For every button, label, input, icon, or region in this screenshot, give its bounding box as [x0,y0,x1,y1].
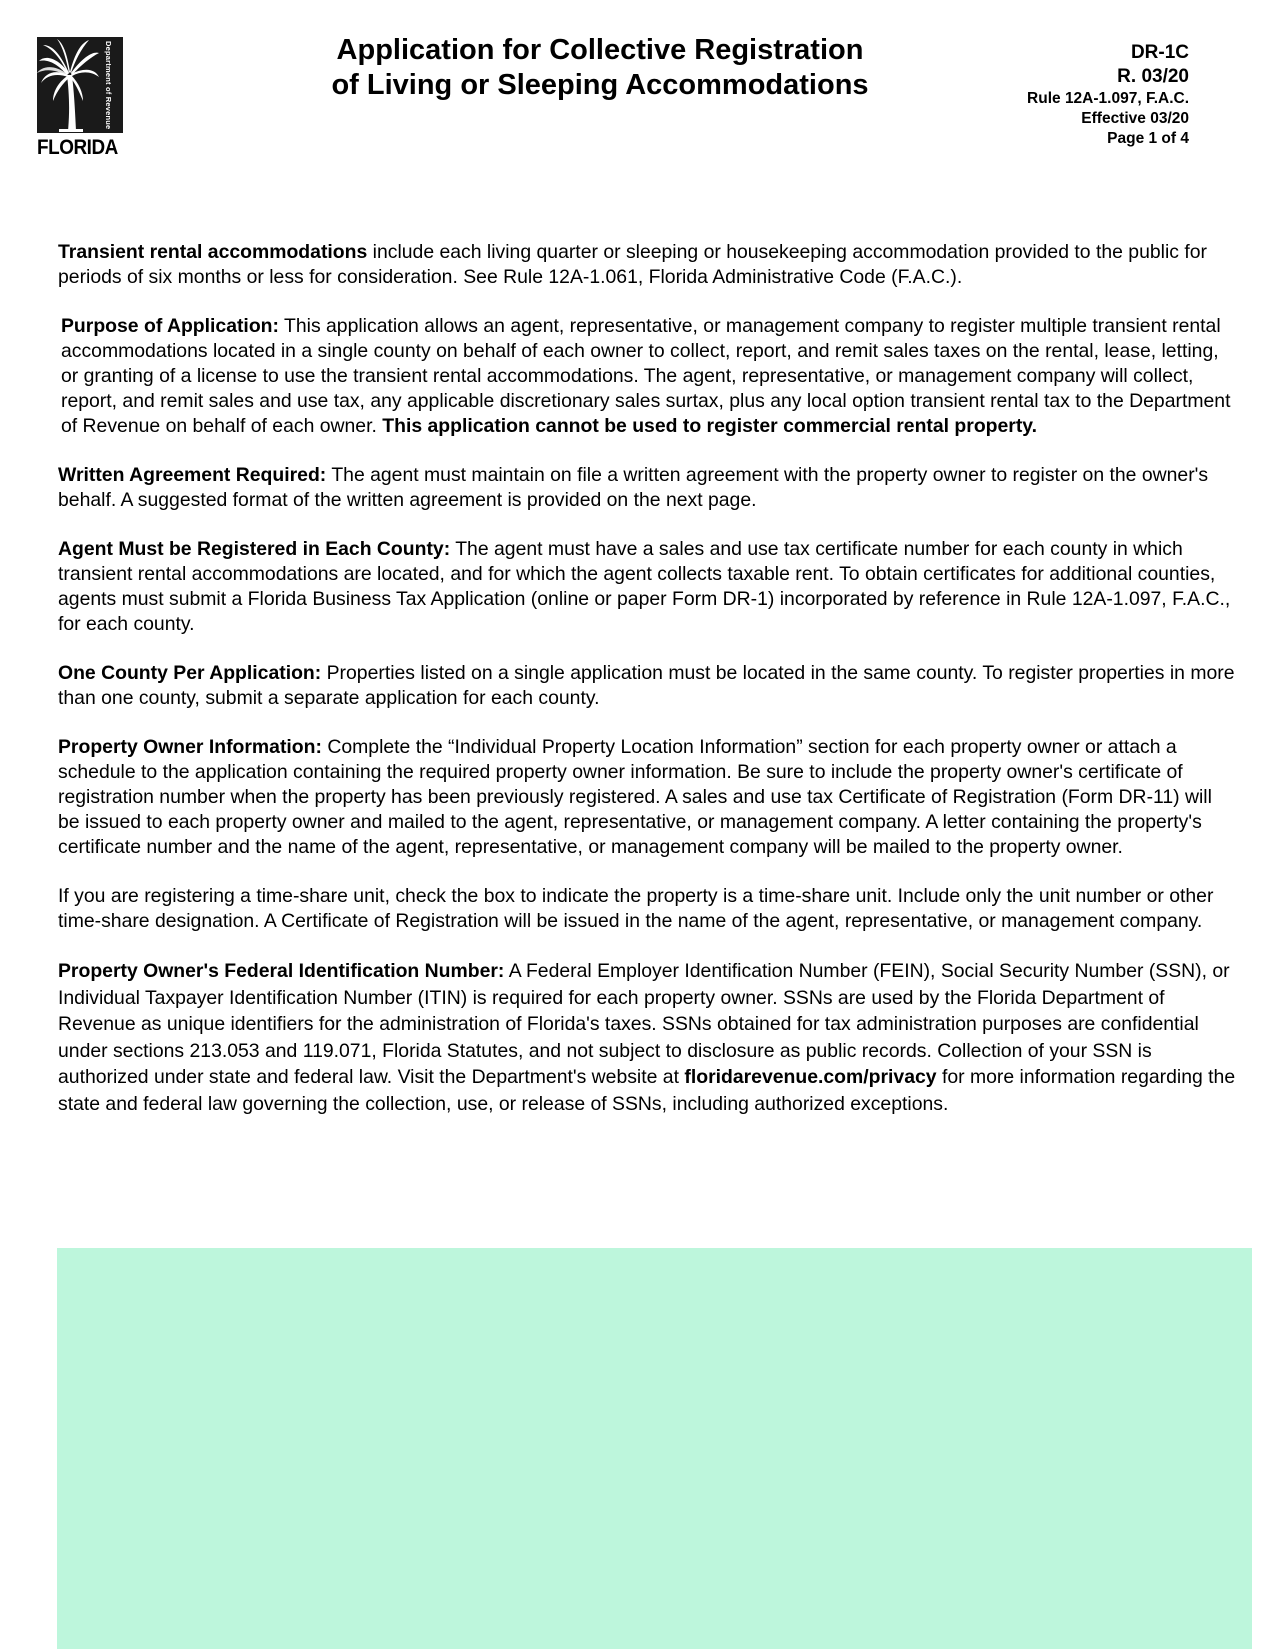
page-title [300,33,900,103]
form-meta [1027,41,1189,149]
logo-department-label: Department of Revenue [104,41,113,130]
form-revision: R. 03/20 [1117,66,1189,87]
paragraph-agent-registered [58,537,1238,637]
paragraph-one-county [58,661,1238,711]
logo-mark [37,37,123,133]
paragraph-timeshare [58,884,1238,934]
paragraph-text: The agent must maintain on file a written agreement with the property owner to register on the owner's behalf. A suggested format of the written agreement is provided on the next page. [58,464,1209,511]
instructions [58,240,1238,1141]
paragraph-text: include each living quarter or sleeping or housekeeping accommodation provided to the public for periods of six months or less for consideration. See Rule 12A-1.061, Florida Administrative Code (F.A.C.). [58,241,1207,288]
title-line-1: Application for Collective Registration [336,34,864,66]
paragraph-lead: Purpose of Application: [61,315,279,337]
form-number: DR-1C [1130,42,1189,63]
paragraph-transient [58,240,1238,290]
paragraph-lead: Transient rental accommodations [58,241,368,263]
paragraph-text: Complete the “Individual Property Location Information” section for each property owner or attach a schedule to the application containing the required property owner information. Be sure to include the property owner's certificate of registration number when the property has been previously registered. A sales and use tax Certificate of Registration (Form DR-11) will be issued to each property owner and mailed to the agent, representative, or management company. A letter containing the property's certificate number and the name of the agent, representative, or management company will be mailed to the property owner. [58,736,1212,858]
paragraph-lead: One County Per Application: [58,662,322,684]
florida-dor-logo [37,37,123,159]
paragraph-text: Properties listed on a single application must be located in the same county. To register properties in more than one county, submit a separate application for each county. [58,662,1235,709]
paragraph-lead: Written Agreement Required: [58,464,327,486]
form-rule: Rule 12A-1.097, F.A.C. [1027,90,1189,107]
paragraph-text: This application allows an agent, representative, or management company to register multiple transient rental accommodations located in a single county on behalf of each owner to collect, report, and remit sales taxes on the rental, lease, letting, or granting of a license to use the transient rental accommodations. The agent, representative, or management company will collect, report, and remit sales and use tax, any applicable discretionary sales surtax, plus any local option transient rental tax to the Department of Revenue on behalf of each owner. [61,315,1231,437]
privacy-link[interactable]: floridarevenue.com/privacy [684,1066,937,1088]
paragraph-purpose [61,314,1238,439]
paragraph-emphasis: This application cannot be used to register commercial rental property. [382,415,1038,437]
paragraph-owner-info [58,735,1238,860]
paragraph-lead: Property Owner's Federal Identification Number: [58,960,505,982]
paragraph-text: The agent must have a sales and use tax certificate number for each county in which transient rental accommodations are located, and for which the agent collects taxable rent. To obtain certificates for additional counties, agents must submit a Florida Business Tax Application (online or paper Form DR-1) incorporated by reference in Rule 12A-1.097, F.A.C., for each county. [58,538,1231,635]
title-line-2: of Living or Sleeping Accommodations [331,69,869,101]
paragraph-written-agreement [58,463,1238,513]
paragraph-tail: for more information regarding the state and federal law governing the collection, use, or release of SSNs, including authorized exceptions. [58,1066,1236,1115]
form-effective: Effective 03/20 [1081,110,1189,127]
paragraph-text: If you are registering a time-share unit, check the box to indicate the property is a time-share unit. Include only the unit number or other time-share designation. A Certificate of Registration will be issued in the name of the agent, representative, or management company. [58,885,1214,932]
page-number: Page 1 of 4 [1107,130,1189,147]
form-fields-panel [57,1248,1252,1649]
paragraph-text: A Federal Employer Identification Number (FEIN), Social Security Number (SSN), or Individual Taxpayer Identification Number (ITIN) is required for each property owner. SSNs are used by the Florida Department of Revenue as unique identifiers for the administration of Florida's taxes. SSNs obtained for tax administration purposes are confidential under sections 213.053 and 119.071, Florida Statutes, and not subject to disclosure as public records. Collection of your SSN is authorized under state and federal law. Visit the Department's website at [58,960,1230,1088]
paragraph-lead: Property Owner Information: [58,736,322,758]
paragraph-lead: Agent Must be Registered in Each County: [58,538,451,560]
logo-wordmark: FLORIDA [37,136,118,159]
paragraph-fein [58,958,1238,1117]
